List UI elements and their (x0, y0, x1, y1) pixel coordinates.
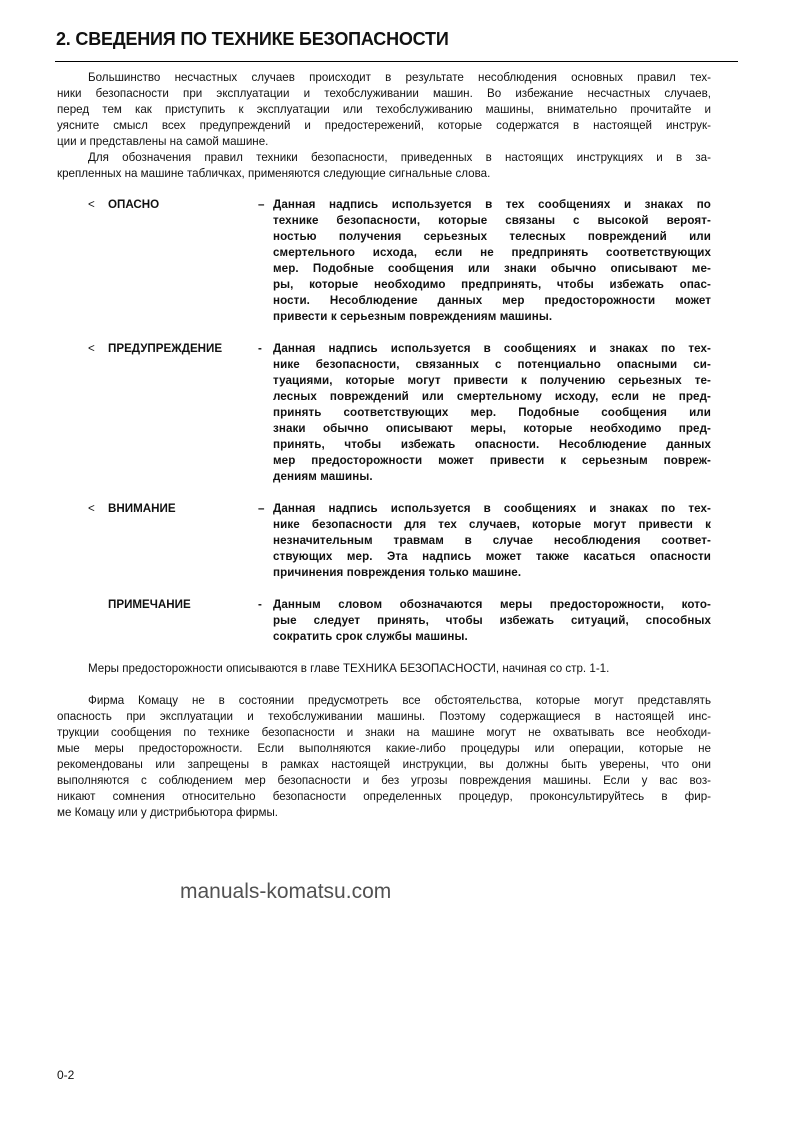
text-line: ностью получения серьезных телесных повреждений или (273, 230, 711, 243)
text-line: принять соответствующих мер. Подобные сообщения или (273, 406, 711, 419)
text-line: мер предосторожности может привести к серьезным повреж- (273, 454, 711, 467)
text-line: ности. Несоблюдение данных мер предосторожности может (273, 294, 711, 307)
text-line: лесных повреждений или смертельному исходу, если не пред- (273, 390, 711, 403)
text-line: крепленных на машине табличках, применяются следующие сигнальные слова. (57, 167, 491, 180)
signal-dash: - (258, 342, 262, 355)
signal-description (273, 197, 711, 325)
signal-label: ОПАСНО (108, 198, 160, 211)
text-line: перед тем как приступить к эксплуатации или техобслуживанию машины, внимательно прочитайте и (57, 103, 711, 116)
text-line: нике безопасности, связанных с потенциально опасными си- (273, 358, 711, 371)
text-line: привести к серьезным повреждениям машины. (273, 310, 553, 323)
intro-paragraph (57, 70, 711, 150)
text-line: смертельного исхода, если не предпринять соответствующих (273, 246, 711, 259)
text-line: рекомендованы или запрещены в рамках настоящей инструкции, вы должны быть уверены, что они (57, 758, 711, 771)
text-line: туациями, которые могут привести к получению серьезных те- (273, 374, 711, 387)
disclaimer-paragraph (57, 693, 711, 821)
text-line: мер. Подобные сообщения или знаки обычно описывают ме- (273, 262, 711, 275)
watermark: manuals-komatsu.com (180, 880, 392, 903)
reference-text: Меры предосторожности описываются в главе ТЕХНИКА БЕЗОПАСНОСТИ, начиная со стр. 1-1. (88, 662, 610, 675)
text-line: незначительным травмам в случае несоблюдения соответ- (273, 534, 711, 547)
signal-words-intro (57, 150, 711, 182)
text-line: ры, которые необходимо предпринять, чтобы избежать опас- (273, 278, 711, 291)
text-line: принять, чтобы избежать опасности. Несоблюдение данных (273, 438, 711, 451)
text-line: уясните смысл всех предупреждений и предостережений, которые содержатся в настоящей инструк- (57, 119, 711, 132)
text-line: опасность при эксплуатации и техобслуживании машины. Поэтому содержащиеся в настоящей инс- (57, 710, 711, 723)
text-line: сократить срок службы машины. (273, 630, 468, 643)
text-line: технике безопасности, которые связаны с высокой вероят- (273, 214, 711, 227)
signal-label: ПРИМЕЧАНИЕ (108, 598, 191, 611)
text-line: ции и представлены на самой машине. (57, 135, 269, 148)
signal-label: ПРЕДУПРЕЖДЕНИЕ (108, 342, 223, 355)
text-line: ники безопасности при эксплуатации и техобслуживании машин. Во избежание несчастных случаев, (57, 87, 711, 100)
text-line: дениям машины. (273, 470, 373, 483)
text-line: ствующих мер. Эта надпись может также касаться опасности (273, 550, 711, 563)
text-line: причинения повреждения только машине. (273, 566, 522, 579)
text-line: Для обозначения правил техники безопасности, приведенных в настоящих инструкциях и в за- (88, 151, 711, 164)
text-line: никают сомнения относительно безопасности определенных процедур, проконсультируйтесь в фир- (57, 790, 711, 803)
text-line: нике безопасности для тех случаев, которые могут привести к (273, 518, 711, 531)
text-line: выполняются с соблюдением мер безопасности и без угрозы повреждения машины. Если у вас воз- (57, 774, 711, 787)
signal-dash: - (258, 598, 262, 611)
text-line: Данная надпись используется в тех сообщениях и знаках по (273, 198, 711, 211)
text-line: рые следует принять, чтобы избежать ситуаций, способных (273, 614, 711, 627)
signal-dash: – (258, 198, 265, 211)
text-line: знаки обычно описывают меры, которые необходимо пред- (273, 422, 711, 435)
signal-description (273, 597, 711, 645)
page-title: 2. СВЕДЕНИЯ ПО ТЕХНИКЕ БЕЗОПАСНОСТИ (56, 29, 449, 49)
signal-marker-icon: < (88, 502, 95, 515)
signal-marker-icon: < (88, 342, 95, 355)
signal-label: ВНИМАНИЕ (108, 502, 176, 515)
signal-marker-icon: < (88, 198, 95, 211)
title-divider (55, 61, 738, 62)
signal-description (273, 501, 711, 581)
text-line: трукции сообщения по технике безопасности и знаки на машине могут не охватывать все необходи- (57, 726, 711, 739)
text-line: Данная надпись используется в сообщениях и знаках по тех- (273, 342, 711, 355)
text-line: Данная надпись используется в сообщениях и знаках по тех- (273, 502, 711, 515)
text-line: Большинство несчастных случаев происходит в результате несоблюдения основных правил тех- (88, 71, 711, 84)
text-line: Фирма Комацу не в состоянии предусмотреть все обстоятельства, которые могут представлять (88, 694, 711, 707)
page-number: 0-2 (57, 1068, 75, 1082)
text-line: ме Комацу или у дистрибьютора фирмы. (57, 806, 278, 819)
text-line: мые меры предосторожности. Если выполняются какие-либо процедуры или операции, которые не (57, 742, 711, 755)
signal-dash: – (258, 502, 265, 515)
text-line: Данным словом обозначаются меры предосторожности, кото- (273, 598, 711, 611)
signal-description (273, 341, 711, 485)
